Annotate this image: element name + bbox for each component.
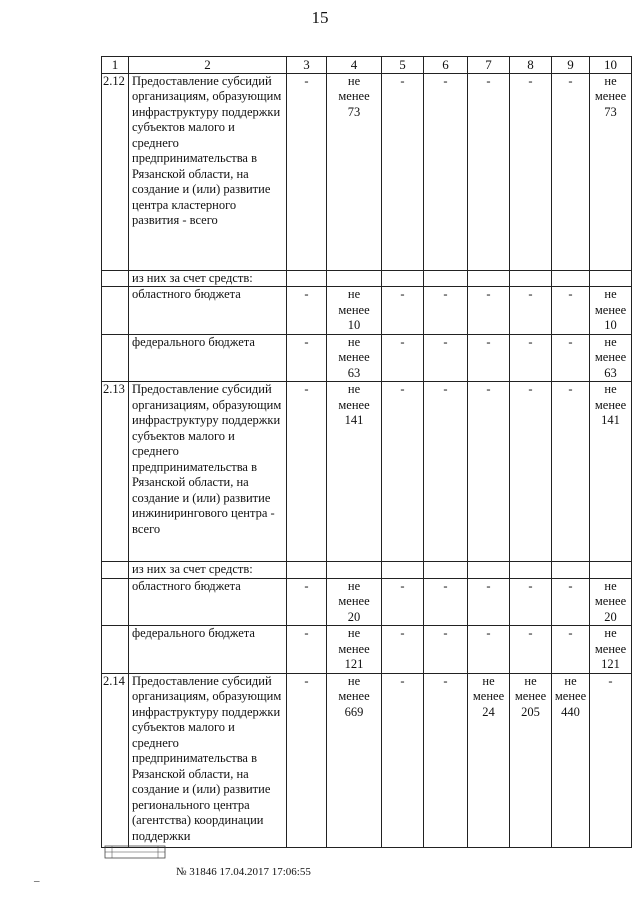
value-cell: - <box>468 73 510 270</box>
table-row <box>102 270 632 287</box>
margin-mark: – <box>34 875 40 887</box>
value-cell: - <box>552 73 590 270</box>
value-cell <box>327 270 382 287</box>
value-cell: - <box>424 334 468 382</box>
value-cell: - <box>287 287 327 335</box>
row-number-cell <box>102 626 129 674</box>
table-row <box>102 673 632 847</box>
value-cell: - <box>382 626 424 674</box>
value-cell: - <box>382 673 424 847</box>
value-cell <box>382 562 424 579</box>
value-cell: не менее 669 <box>327 673 382 847</box>
value-cell: не менее 440 <box>552 673 590 847</box>
value-cell: - <box>510 382 552 562</box>
description-cell: областного бюджета <box>129 287 287 335</box>
value-cell <box>590 270 632 287</box>
header-cell: 6 <box>424 57 468 74</box>
value-cell <box>552 270 590 287</box>
value-cell: - <box>287 73 327 270</box>
value-cell <box>424 270 468 287</box>
value-cell: - <box>510 578 552 626</box>
header-cell: 3 <box>287 57 327 74</box>
description-cell: областного бюджета <box>129 578 287 626</box>
emblem-stamp-icon <box>104 845 166 859</box>
row-number-cell: 2.12 <box>102 73 129 270</box>
value-cell: не менее 20 <box>327 578 382 626</box>
value-cell: не менее 63 <box>590 334 632 382</box>
value-cell: - <box>287 334 327 382</box>
description-cell: из них за счет средств: <box>129 270 287 287</box>
value-cell <box>327 562 382 579</box>
value-cell <box>468 562 510 579</box>
value-cell: - <box>287 626 327 674</box>
value-cell <box>590 562 632 579</box>
value-cell: - <box>287 578 327 626</box>
value-cell <box>510 562 552 579</box>
registration-stamp: № 31846 17.04.2017 17:06:55 <box>176 866 311 878</box>
row-number-cell: 2.13 <box>102 382 129 562</box>
value-cell: не менее 141 <box>327 382 382 562</box>
value-cell: - <box>510 287 552 335</box>
header-cell: 2 <box>129 57 287 74</box>
value-cell: - <box>382 73 424 270</box>
description-cell: Предоставление субсидий организациям, образующим инфраструктуру поддержки субъектов малого и среднего предпринимательства в Рязанской области, на создание и (или) развитие центра кластерного развития - всего <box>129 73 287 270</box>
value-cell: - <box>468 287 510 335</box>
table-row <box>102 562 632 579</box>
value-cell: - <box>424 287 468 335</box>
value-cell: - <box>382 287 424 335</box>
value-cell: - <box>287 382 327 562</box>
value-cell: - <box>382 382 424 562</box>
row-number-cell <box>102 334 129 382</box>
header-cell: 4 <box>327 57 382 74</box>
value-cell: - <box>552 334 590 382</box>
description-cell: Предоставление субсидий организациям, образующим инфраструктуру поддержки субъектов малого и среднего предпринимательства в Рязанской области, на создание и (или) развитие регионального центра (агентства) координации поддержки <box>129 673 287 847</box>
value-cell <box>287 270 327 287</box>
table-row <box>102 73 632 270</box>
value-cell: - <box>424 673 468 847</box>
value-cell: - <box>424 73 468 270</box>
value-cell: - <box>468 626 510 674</box>
page-number: 15 <box>311 8 329 27</box>
description-cell: из них за счет средств: <box>129 562 287 579</box>
value-cell: - <box>510 334 552 382</box>
value-cell: не менее 20 <box>590 578 632 626</box>
row-number-cell: 2.14 <box>102 673 129 847</box>
value-cell <box>510 270 552 287</box>
row-number-cell <box>102 270 129 287</box>
header-cell: 9 <box>552 57 590 74</box>
value-cell: не менее 205 <box>510 673 552 847</box>
value-cell: - <box>468 334 510 382</box>
value-cell: не менее 63 <box>327 334 382 382</box>
value-cell: - <box>382 334 424 382</box>
value-cell: - <box>552 382 590 562</box>
value-cell: - <box>468 382 510 562</box>
value-cell <box>287 562 327 579</box>
value-cell: не менее 73 <box>590 73 632 270</box>
header-cell: 5 <box>382 57 424 74</box>
data-table <box>101 56 632 848</box>
row-number-cell <box>102 287 129 335</box>
value-cell: не менее 121 <box>590 626 632 674</box>
value-cell: не менее 141 <box>590 382 632 562</box>
value-cell: - <box>510 73 552 270</box>
header-cell: 8 <box>510 57 552 74</box>
value-cell: не менее 10 <box>327 287 382 335</box>
description-cell: Предоставление субсидий организациям, образующим инфраструктуру поддержки субъектов малого и среднего предпринимательства в Рязанской области, на создание и (или) развитие инжинирингового центра - всего <box>129 382 287 562</box>
description-cell: федерального бюджета <box>129 626 287 674</box>
value-cell: - <box>552 578 590 626</box>
table-row <box>102 626 632 674</box>
value-cell: - <box>552 287 590 335</box>
value-cell: - <box>552 626 590 674</box>
value-cell: - <box>382 578 424 626</box>
header-cell: 1 <box>102 57 129 74</box>
table-row <box>102 287 632 335</box>
row-number-cell <box>102 562 129 579</box>
value-cell: не менее 24 <box>468 673 510 847</box>
value-cell: - <box>424 382 468 562</box>
description-cell: федерального бюджета <box>129 334 287 382</box>
table-row <box>102 382 632 562</box>
value-cell: не менее 121 <box>327 626 382 674</box>
value-cell <box>468 270 510 287</box>
value-cell <box>552 562 590 579</box>
value-cell: - <box>468 578 510 626</box>
table-header-row <box>102 57 632 74</box>
value-cell: не менее 10 <box>590 287 632 335</box>
header-cell: 7 <box>468 57 510 74</box>
value-cell: не менее 73 <box>327 73 382 270</box>
value-cell <box>424 562 468 579</box>
value-cell: - <box>590 673 632 847</box>
table-row <box>102 334 632 382</box>
value-cell: - <box>424 626 468 674</box>
row-number-cell <box>102 578 129 626</box>
value-cell <box>382 270 424 287</box>
value-cell: - <box>424 578 468 626</box>
value-cell: - <box>287 673 327 847</box>
header-cell: 10 <box>590 57 632 74</box>
table-row <box>102 578 632 626</box>
value-cell: - <box>510 626 552 674</box>
